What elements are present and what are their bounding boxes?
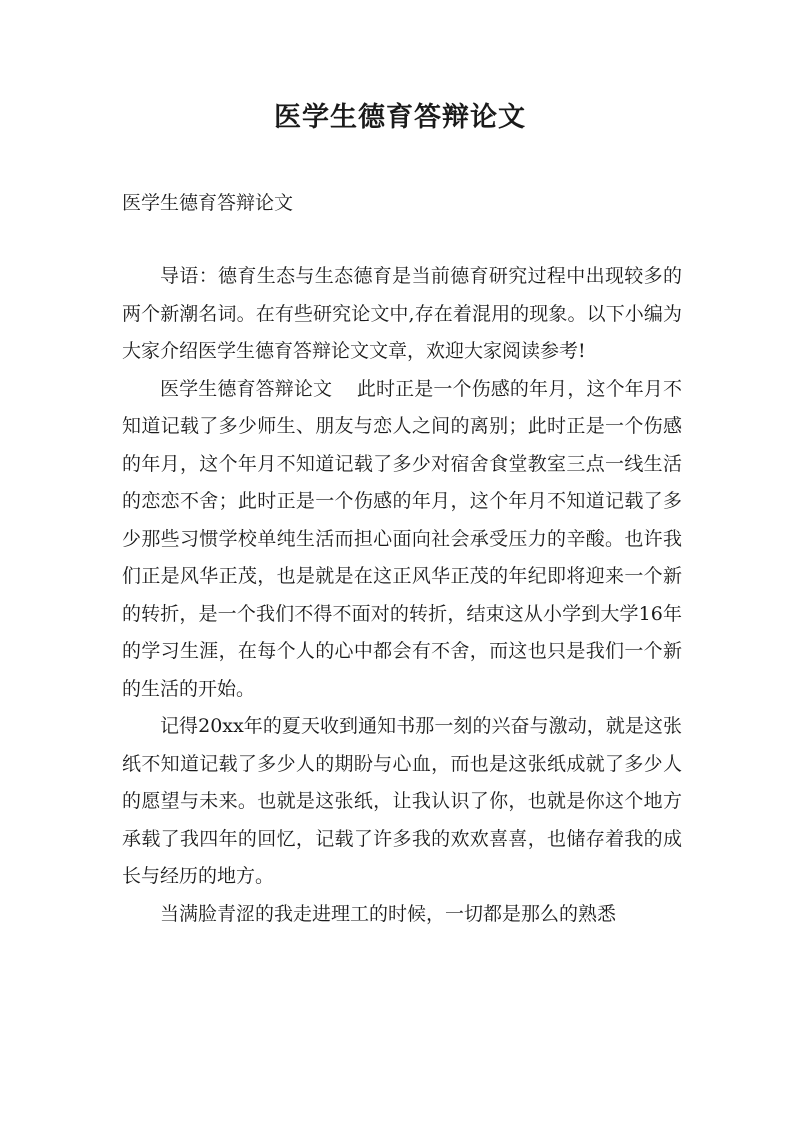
body-paragraph: [122, 708, 682, 896]
spacer: [332, 378, 357, 400]
intro-text: 导语：德育生态与生态德育是当前德育研究过程中出现较多的两个新潮名词。在有些研究论文中,存在着混用的现象。以下小编为大家介绍医学生德育答辩论文文章，欢迎大家阅读参考!: [122, 265, 682, 362]
paragraph-text: 记得20xx年的夏天收到通知书那一刻的兴奋与激动，就是这张纸不知道记载了多少人的期盼与心血，而也是这张纸成就了多少人的愿望与未来。也就是这张纸，让我认识了你，也就是你这个地方承载了我四年的回忆，记载了许多我的欢欢喜喜，也储存着我的成长与经历的地方。: [122, 715, 682, 887]
document-subtitle: 医学生德育答辩论文: [122, 192, 294, 214]
document-body: [122, 258, 682, 933]
body-paragraph: [122, 896, 682, 934]
body-paragraph: [122, 371, 682, 709]
inline-heading: 医学生德育答辩论文: [160, 377, 333, 400]
paragraph-text: 当满脸青涩的我走进理工的时候，一切都是那么的熟悉: [160, 902, 617, 925]
document-title: 医学生德育答辩论文: [274, 102, 526, 133]
paragraph-text: 此时正是一个伤感的年月，这个年月不知道记载了多少师生、朋友与恋人之间的离别；此时正是一个伤感的年月，这个年月不知道记载了多少对宿舍食堂教室三点一线生活的恋恋不舍；此时正是一个伤感的年月，这个年月不知道记载了多少那些习惯学校单纯生活而担心面向社会承受压力的辛酸。也许我们正是风华正茂，也是就是在这正风华正茂的年纪即将迎来一个新的转折，是一个我们不得不面对的转折，结束这从小学到大学16年的学习生涯，在每个人的心中都会有不舍，而这也只是我们一个新的生活的开始。: [122, 377, 682, 700]
intro-paragraph: [122, 258, 682, 371]
